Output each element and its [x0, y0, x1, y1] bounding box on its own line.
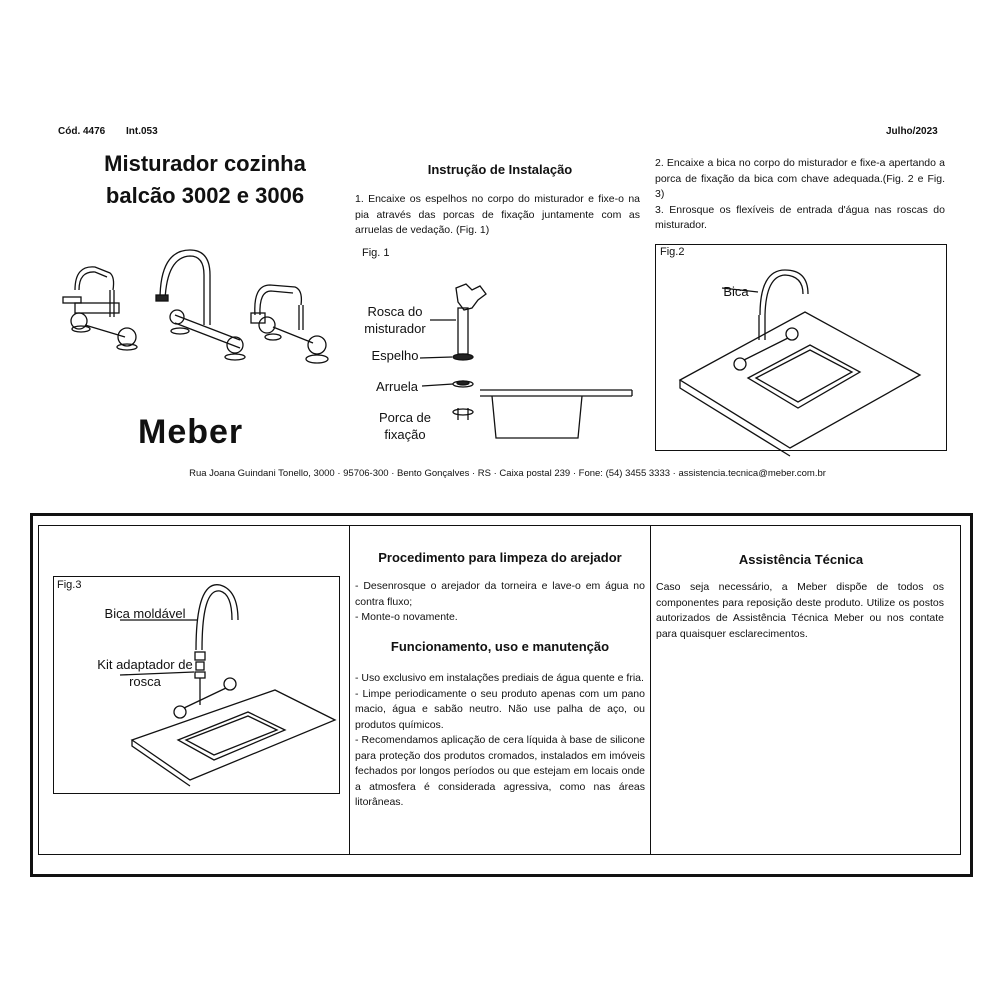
usage-item2: - Limpe periodicamente o seu produto apenas com um pano macio, água e sabão neutro. Não use palha de aço, ou produtos químicos.	[355, 687, 645, 731]
usage-title: Funcionamento, uso e manutenção	[390, 639, 610, 654]
fig1-caption: Fig. 1	[362, 247, 390, 259]
product-code: Cód. 4476	[58, 126, 106, 137]
install-steps-2-3	[655, 156, 945, 234]
date: Julho/2023	[886, 126, 938, 137]
assistance-text: Caso seja necessário, a Meber dispõe de todos os componentes para reposição deste produto. Utilize os postos autorizados de Assistência Técnica Meber ou nos contate para quaisquer esclarecimentos.	[656, 581, 944, 640]
product-title	[60, 148, 350, 212]
faucet-model-3	[251, 285, 328, 363]
usage-item1: - Uso exclusivo em instalações prediais de água quente e fria.	[355, 672, 644, 684]
install-step2: 2. Encaixe a bica no corpo do misturador e fixe-a apertando a porca de fixação da bica com chave adequada.(Fig. 2 e Fig. 3)	[655, 157, 945, 200]
install-step1: 1. Encaixe os espelhos no corpo do misturador e fixe-o na pia através das porcas de fixação juntamente com as arruelas de vedação. (Fig. 1)	[355, 193, 640, 236]
column-divider-2	[650, 525, 651, 855]
fig1-label-porca: Porca de fixação	[378, 410, 432, 442]
cleaning-line2: - Monte-o novamente.	[355, 611, 458, 623]
fig3-label-kit: Kit adaptador de rosca	[97, 657, 193, 689]
internal-code: Int.053	[126, 126, 158, 137]
usage-list	[355, 671, 645, 811]
fig2-diagram	[660, 260, 940, 445]
fig3-diagram	[120, 580, 340, 785]
cleaning-instructions	[355, 579, 645, 626]
fig1-label-espelho: Espelho	[371, 348, 419, 363]
cleaning-line1: - Desenrosque o arejador da torneira e lave-o em água no contra fluxo;	[355, 580, 645, 608]
fig1-label-arruela: Arruela	[376, 379, 418, 394]
usage-item3: - Recomendamos aplicação de cera líquida à base de silicone para proteção dos produtos cromados, instalados em imóveis fechados por longos períodos ou que estejam em locais onde a atmosfera é considerada agressiva, como nas áreas litorâneas.	[355, 734, 645, 808]
fig1-exploded-diagram	[420, 280, 640, 445]
product-title-line1: Misturador cozinha	[104, 151, 306, 176]
faucet-models-illustration	[55, 245, 345, 375]
column-divider-1	[349, 525, 350, 855]
product-title-line2: balcão 3002 e 3006	[105, 183, 305, 208]
assistance-title: Assistência Técnica	[738, 552, 864, 567]
fig3-caption: Fig.3	[57, 579, 82, 591]
cleaning-title: Procedimento para limpeza do arejador	[378, 550, 622, 565]
brand-logo: Meber	[138, 413, 244, 451]
address-line: Rua Joana Guindani Tonello, 3000 · 95706-300 · Bento Gonçalves · RS · Caixa postal 239 · Fone: (54) 3455 3333 · assistencia.tecnica@meber.com.br	[189, 468, 826, 479]
faucet-model-1	[63, 267, 137, 350]
fig3-label-bica: Bica moldável	[104, 606, 186, 621]
fig2-label-bica: Bica	[723, 284, 749, 299]
faucet-model-2	[156, 250, 245, 360]
fig2-caption: Fig.2	[660, 246, 685, 258]
install-title: Instrução de Instalação	[427, 162, 573, 177]
install-step3: 3. Enrosque os flexíveis de entrada d'água nas roscas do misturador.	[655, 203, 945, 231]
fig1-label-rosca: Rosca do misturador	[364, 304, 426, 336]
